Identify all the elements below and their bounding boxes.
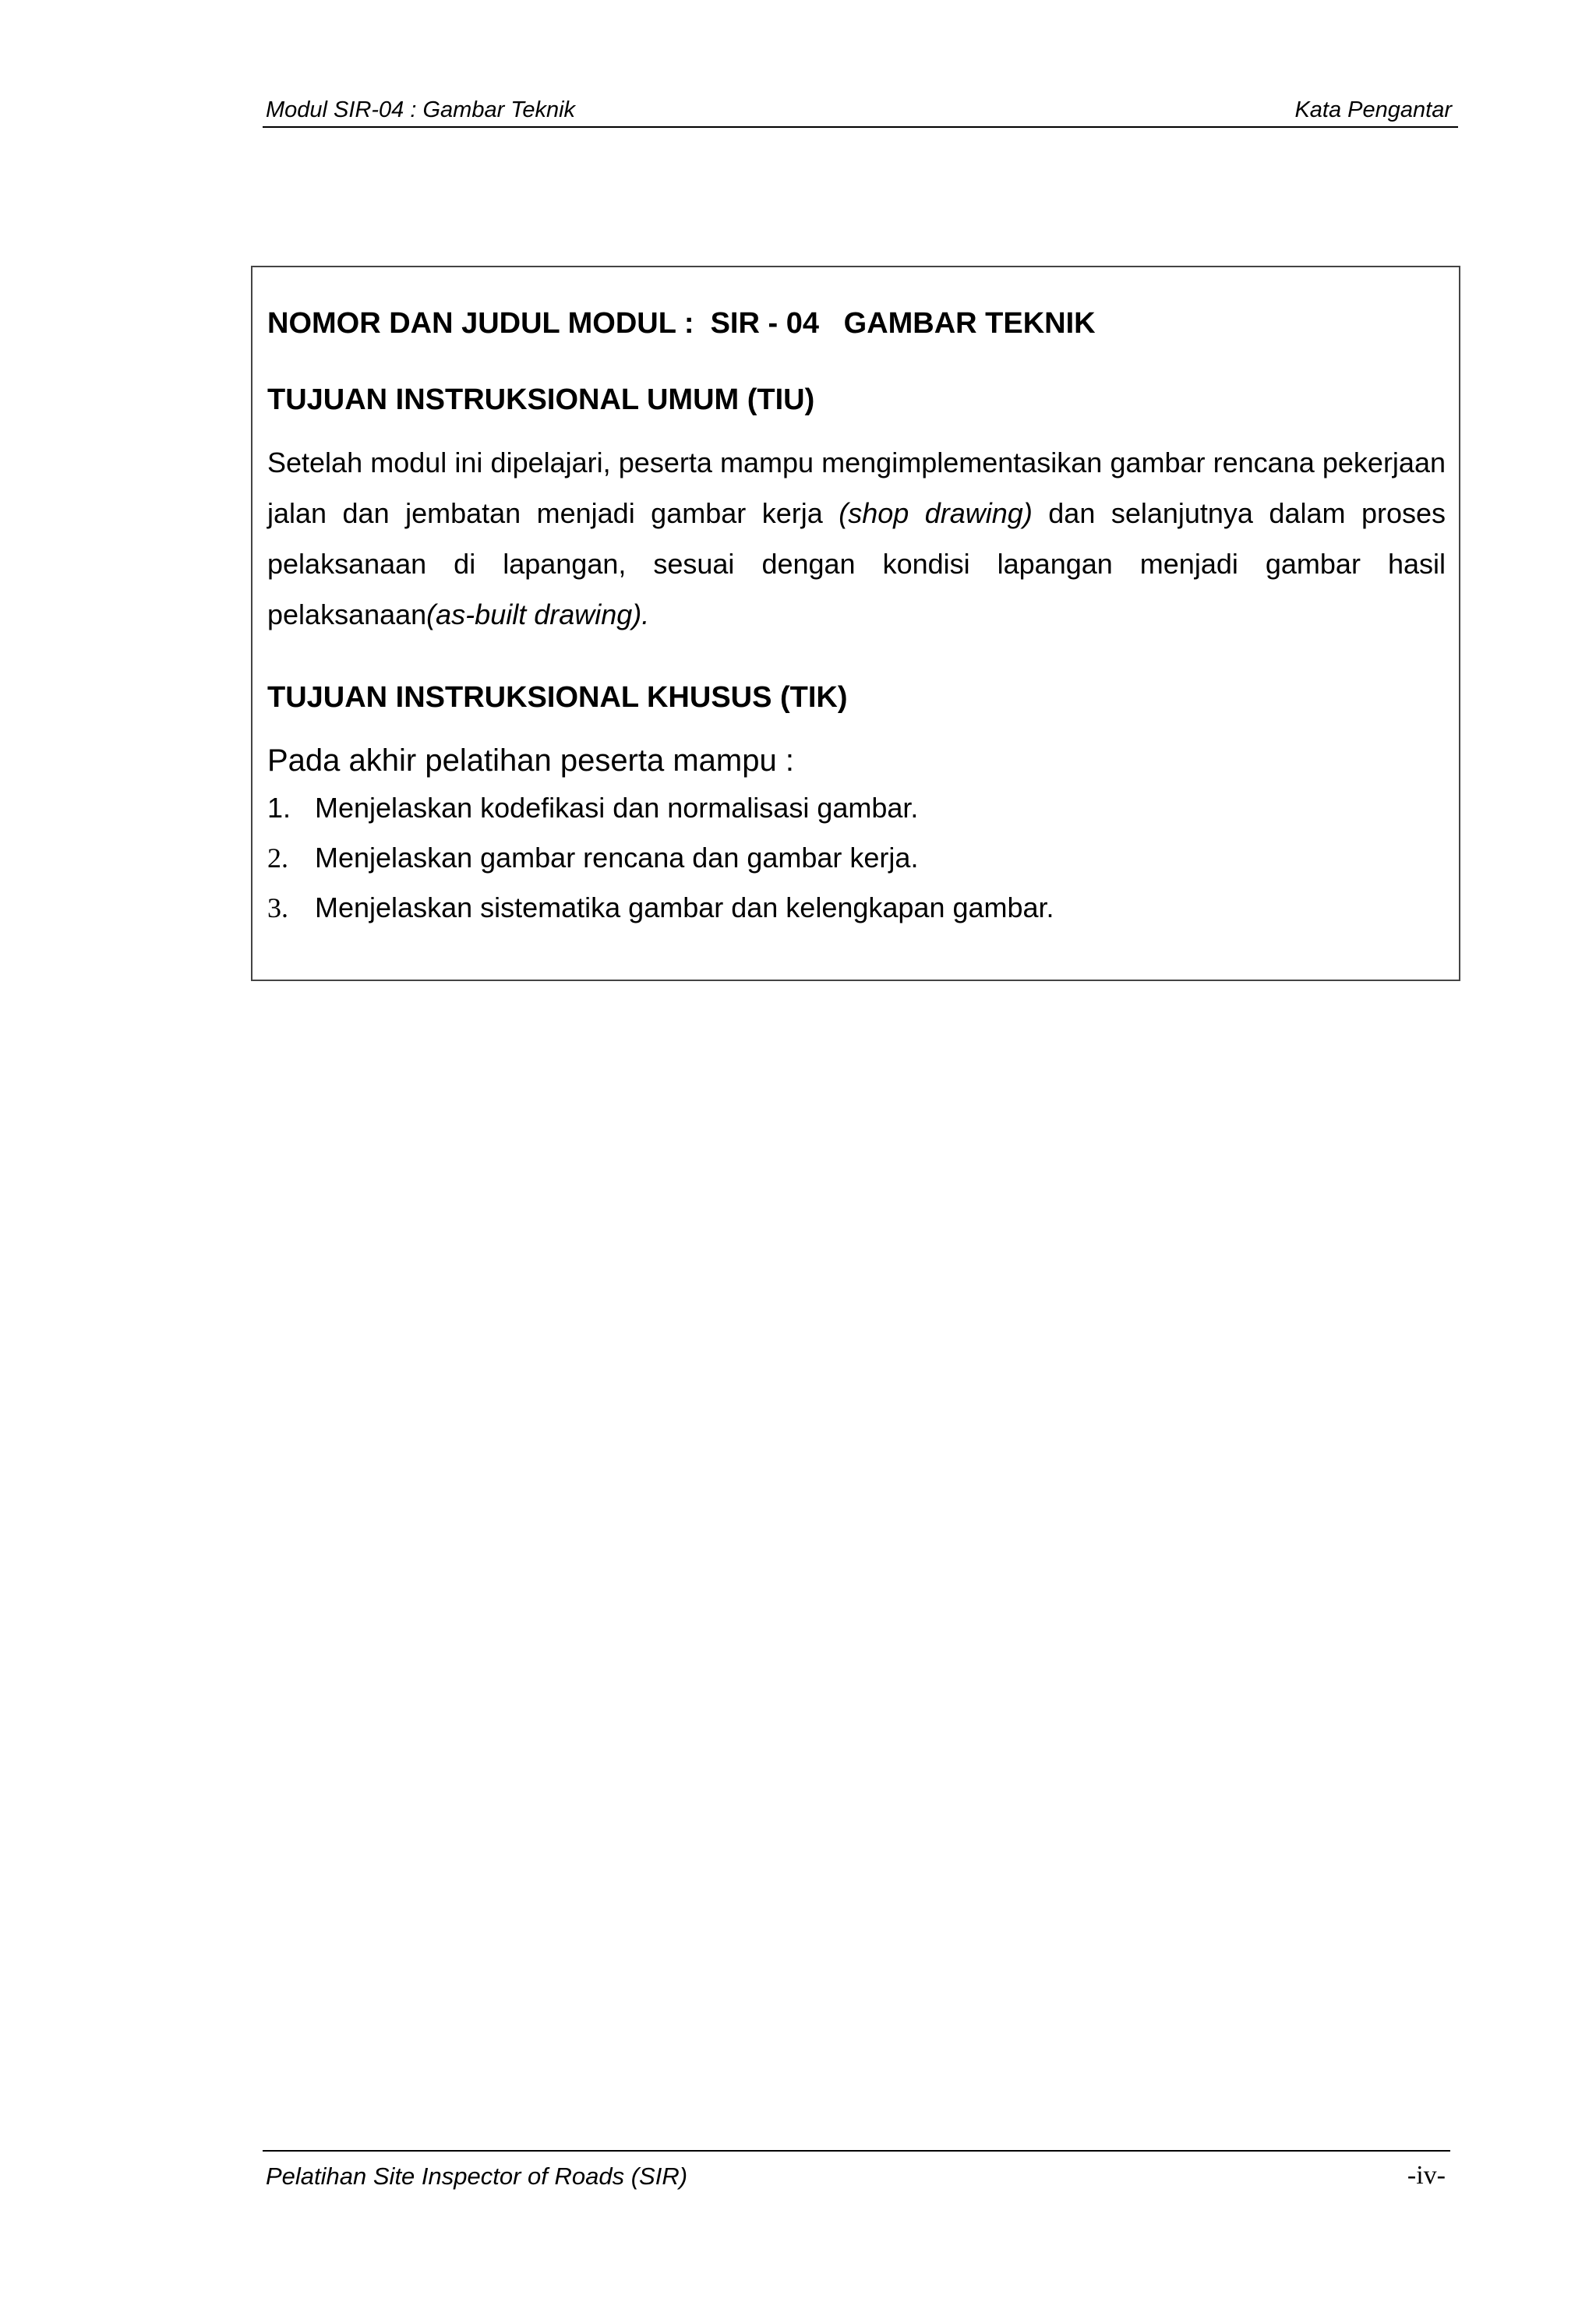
page-number: -iv- xyxy=(1407,2161,1446,2190)
tiu-paragraph xyxy=(267,437,1446,640)
list-item-text: Menjelaskan sistematika gambar dan kelengkapan gambar. xyxy=(315,891,1054,923)
tiu-text-part1: Setelah modul ini dipelajari, peserta mampu mengimplementasikan gambar rencana pekerjaan jalan dan jembatan menjadi gambar kerja xyxy=(267,447,1446,529)
list-item-number: 3. xyxy=(267,892,288,923)
tiu-text-italic-as-built: (as-built drawing) xyxy=(426,598,642,630)
list-item-text: Menjelaskan gambar rencana dan gambar kerja. xyxy=(315,842,919,874)
footer-course-title: Pelatihan Site Inspector of Roads (SIR) xyxy=(266,2162,688,2190)
header-module-title: Modul SIR-04 : Gambar Teknik xyxy=(266,97,576,122)
list-item xyxy=(267,841,1436,891)
list-item xyxy=(267,891,1436,941)
tiu-text-end: . xyxy=(641,598,650,630)
tiu-heading: TUJUAN INSTRUKSIONAL UMUM (TIU) xyxy=(267,383,815,416)
header-section-title: Kata Pengantar xyxy=(1294,97,1452,122)
list-item xyxy=(267,791,1436,841)
tik-intro: Pada akhir pelatihan peserta mampu : xyxy=(267,743,794,778)
list-item-text: Menjelaskan kodefikasi dan normalisasi gambar. xyxy=(315,792,919,824)
list-item-number: 1. xyxy=(267,792,291,824)
page-footer xyxy=(263,2150,1450,2198)
tiu-text-part2: dan selanjutnya dalam proses pelaksanaan di lapangan, sesuai dengan kondisi lapangan menjadi gambar hasil pelaksanaan xyxy=(267,497,1446,630)
tik-heading: TUJUAN INSTRUKSIONAL KHUSUS (TIK) xyxy=(267,681,848,714)
page-header xyxy=(263,94,1458,128)
list-item-number: 2. xyxy=(267,842,288,874)
tiu-text-italic-shop-drawing: (shop drawing) xyxy=(839,497,1033,529)
module-info-box xyxy=(251,266,1460,981)
tik-list xyxy=(267,791,1436,941)
module-title: NOMOR DAN JUDUL MODUL : SIR - 04 GAMBAR TEKNIK xyxy=(267,307,1096,340)
